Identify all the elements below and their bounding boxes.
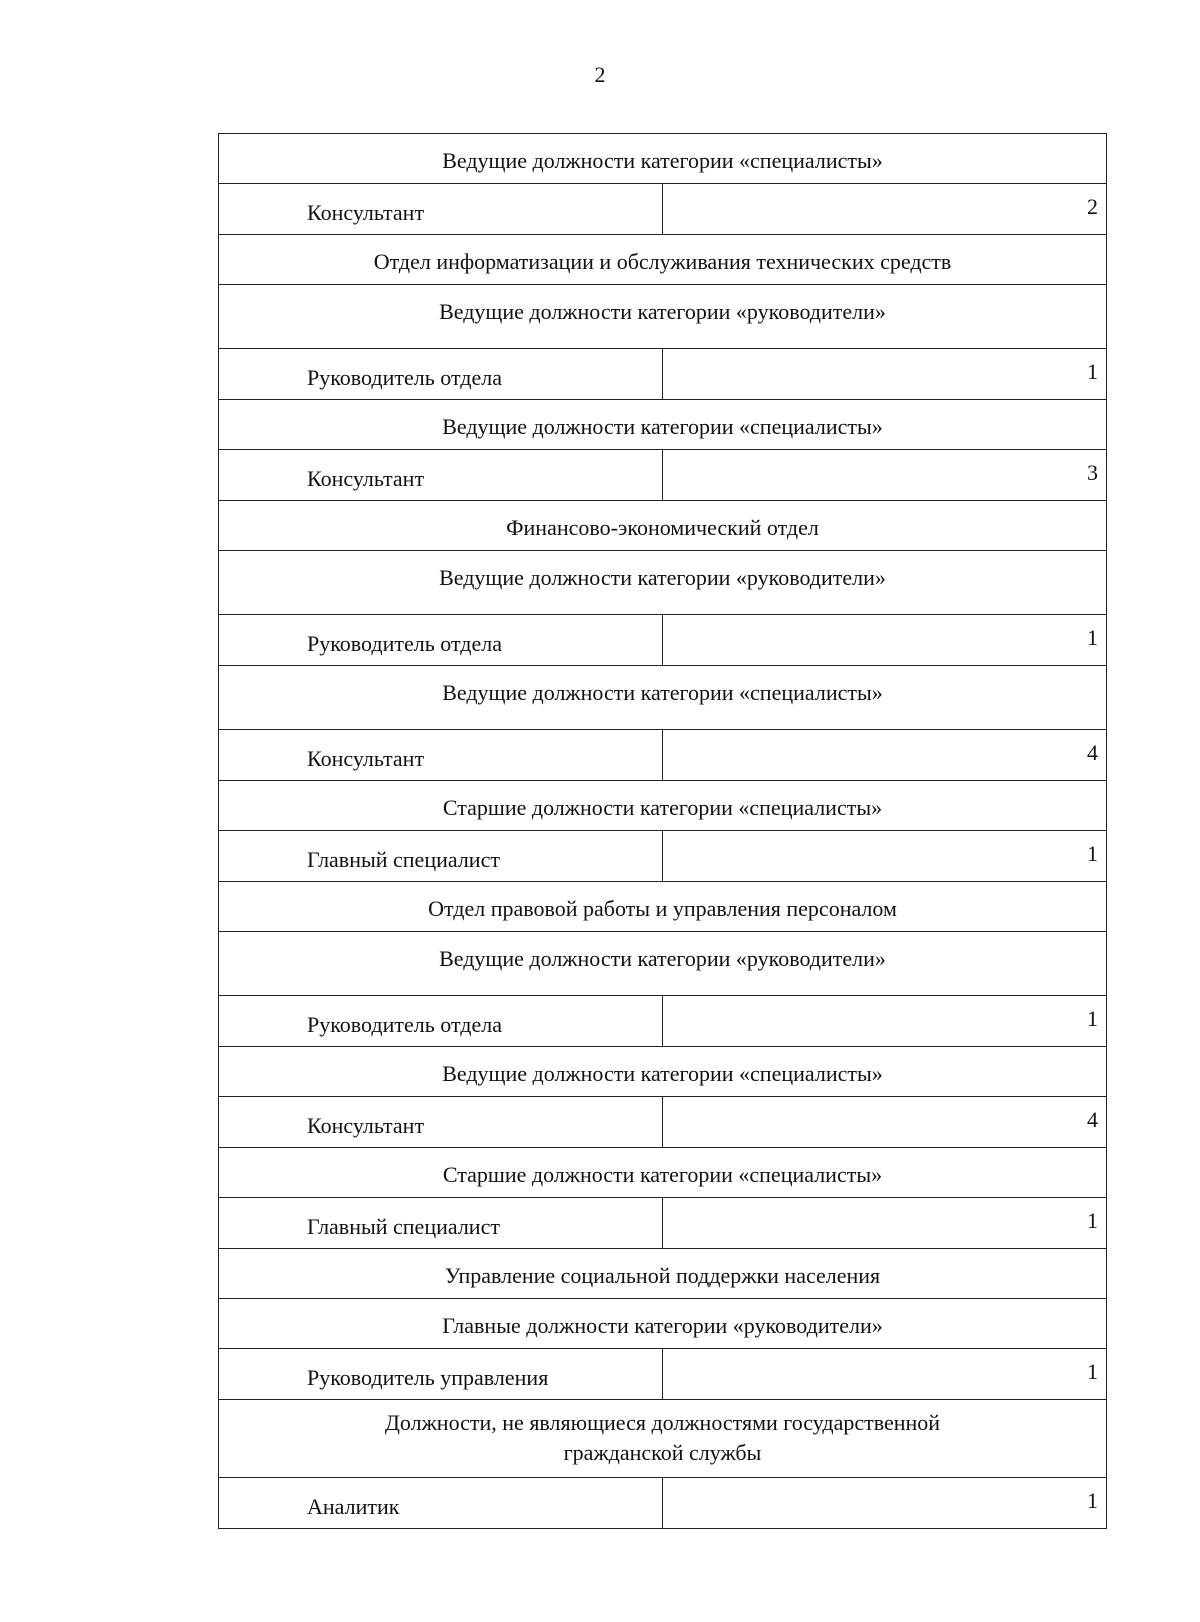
position-count: 1: [1087, 1208, 1098, 1233]
position-row: [219, 1198, 1106, 1249]
section-header-row: [219, 400, 1106, 450]
section-header-row: [219, 551, 1106, 615]
section-header-text: Ведущие должности категории «специалисты»: [442, 414, 883, 439]
section-header-text: Ведущие должности категории «руководители»: [439, 946, 886, 971]
section-header-row: [219, 285, 1106, 349]
position-name: Главный специалист: [219, 831, 663, 881]
section-header-row: [219, 134, 1106, 184]
position-count: 2: [1087, 194, 1098, 219]
section-header-text: Главные должности категории «руководители»: [442, 1313, 883, 1338]
position-name: Руководитель управления: [219, 1349, 663, 1399]
section-header-text: Должности, не являющиеся должностями государственной гражданской службы: [384, 1410, 941, 1465]
section-header-text: Управление социальной поддержки населения: [444, 1263, 881, 1288]
section-header-row: [219, 235, 1106, 285]
page-number: 2: [594, 62, 606, 87]
position-count: 3: [1087, 460, 1098, 485]
section-header-text: Ведущие должности категории «специалисты»: [442, 680, 883, 705]
position-row: [219, 1349, 1106, 1400]
position-count: 1: [1087, 1488, 1098, 1513]
section-header-row: [219, 1047, 1106, 1097]
section-header-row: [219, 781, 1106, 831]
section-header-row: [219, 882, 1106, 932]
section-header-text: Ведущие должности категории «руководители»: [439, 299, 886, 324]
position-count: 1: [1087, 625, 1098, 650]
position-count: 1: [1087, 1006, 1098, 1031]
position-count: 4: [1087, 740, 1098, 765]
position-name: Главный специалист: [219, 1198, 663, 1248]
position-row: [219, 1478, 1106, 1529]
position-row: [219, 450, 1106, 501]
section-header-row: [219, 501, 1106, 551]
position-name: Консультант: [219, 450, 663, 500]
section-header-text: Ведущие должности категории «специалисты»: [442, 148, 883, 173]
section-header-row: [219, 1299, 1106, 1349]
position-count: 4: [1087, 1107, 1098, 1132]
section-header-text: Отдел информатизации и обслуживания технических средств: [373, 249, 952, 274]
position-row: [219, 996, 1106, 1047]
position-name: Руководитель отдела: [219, 349, 663, 399]
position-count: 1: [1087, 1359, 1098, 1384]
position-name: Консультант: [219, 730, 663, 780]
position-name: Консультант: [219, 184, 663, 234]
section-header-row: [219, 1148, 1106, 1198]
position-name: Консультант: [219, 1097, 663, 1147]
section-header-row: [219, 932, 1106, 996]
section-header-row: [219, 666, 1106, 730]
position-name: Руководитель отдела: [219, 996, 663, 1046]
section-header-text: Старшие должности категории «специалисты»: [442, 1162, 883, 1187]
staff-table: [218, 133, 1107, 1529]
section-header-text: Ведущие должности категории «специалисты»: [442, 1061, 883, 1086]
section-header-row: [219, 1249, 1106, 1299]
position-row: [219, 184, 1106, 235]
position-row: [219, 1097, 1106, 1148]
position-row: [219, 349, 1106, 400]
position-count: 1: [1087, 841, 1098, 866]
position-name: Аналитик: [219, 1478, 663, 1528]
section-header-text: Старшие должности категории «специалисты»: [442, 795, 883, 820]
position-row: [219, 730, 1106, 781]
section-header-text: Отдел правовой работы и управления персоналом: [428, 896, 897, 921]
section-header-row: [219, 1400, 1106, 1478]
position-row: [219, 615, 1106, 666]
section-header-text: Финансово-экономический отдел: [506, 515, 819, 540]
section-header-text: Ведущие должности категории «руководители»: [439, 565, 886, 590]
position-row: [219, 831, 1106, 882]
position-name: Руководитель отдела: [219, 615, 663, 665]
position-count: 1: [1087, 359, 1098, 384]
